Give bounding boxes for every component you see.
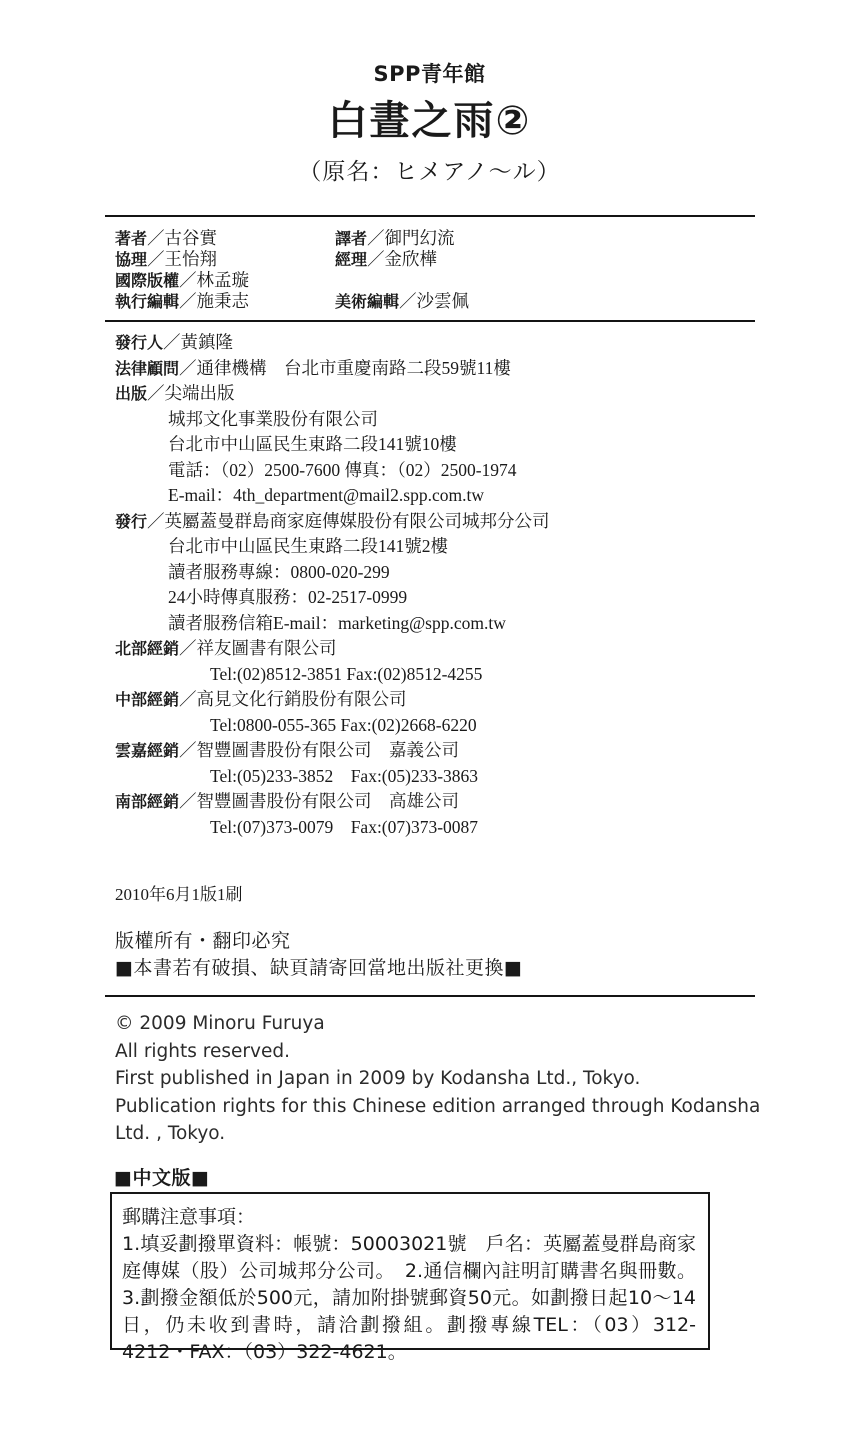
publisher-line-text: 讀者服務信箱E-mail：marketing@spp.com.tw	[168, 612, 506, 633]
publisher-line-label: 發行	[115, 511, 148, 531]
credit-separator: ／	[179, 291, 197, 311]
credit-separator: ／	[147, 228, 165, 248]
publisher-line-text: Tel:(05)233-3852 Fax:(05)233-3863	[210, 765, 479, 786]
credit-separator: ／	[399, 291, 417, 311]
publisher-line-label: 出版	[115, 384, 148, 403]
publisher-line	[115, 509, 755, 535]
english-copyright-line2: All rights reserved.	[115, 1040, 290, 1062]
publisher-line-text: 電話：（02）2500-7600 傳真：（02）2500-1974	[168, 459, 517, 480]
publisher-line	[115, 611, 755, 637]
mail-order-body: 1.填妥劃撥單資料：帳號：50003021號 戶名：英屬蓋曼群島商家庭傳媒（股）公司城邦分公司。 2.通信欄內註明訂購書名與冊數。3.劃撥金額低於500元，請加附掛號郵資50元。如劃撥日起10～14日，仍未收到書時，請洽劃撥組。劃撥專線TEL：（03）312-4212・FAX：（03）322-4621。	[122, 1233, 696, 1363]
publisher-line	[115, 356, 755, 382]
publisher-line-label: 法律顧問	[115, 358, 180, 378]
publisher-line-label: 雲嘉經銷	[115, 741, 180, 760]
publisher-line	[115, 407, 755, 433]
credit-left	[115, 291, 249, 312]
credit-value: 林孟璇	[196, 270, 250, 290]
credit-separator: ／	[147, 249, 165, 269]
publisher-line	[115, 687, 755, 713]
credit-separator: ／	[367, 228, 385, 248]
credit-label: 美術編輯	[335, 292, 400, 311]
english-copyright	[115, 1010, 765, 1148]
credit-left	[115, 270, 249, 291]
credit-label: 執行編輯	[115, 292, 180, 311]
publisher-line-text: ／英屬蓋曼群島商家庭傳媒股份有限公司城邦分公司	[147, 510, 550, 531]
english-copyright-line4: Publication rights for this Chinese edition arranged through Kodansha Ltd. , Tokyo.	[115, 1095, 761, 1144]
publisher-line	[115, 738, 755, 764]
mail-order-content	[112, 1194, 708, 1366]
credit-separator: ／	[367, 249, 385, 269]
publisher-line	[115, 330, 755, 356]
publisher-line-text: 城邦文化事業股份有限公司	[168, 408, 378, 429]
publisher-line	[115, 381, 755, 407]
copyright-notice	[115, 928, 522, 982]
credit-label: 著者	[115, 229, 148, 248]
publisher-line-text: ／通律機構 台北市重慶南路二段59號11樓	[179, 357, 511, 378]
publisher-line	[115, 713, 755, 739]
credit-right	[335, 291, 469, 312]
publisher-line-text: ／黃鎮隆	[163, 332, 234, 352]
credit-left	[115, 249, 217, 270]
publisher-line	[115, 815, 755, 841]
publisher-line-text: ／智豐圖書股份有限公司 高雄公司	[179, 791, 460, 811]
mail-order-heading: 郵購注意事項：	[122, 1206, 256, 1228]
credit-label: 國際版權	[115, 271, 180, 290]
copyright-notice-line2: ■本書若有破損、缺頁請寄回當地出版社更換■	[115, 957, 523, 979]
divider-middle	[105, 320, 755, 322]
publisher-line	[115, 483, 755, 509]
credit-separator: ／	[179, 270, 197, 290]
publisher-line-label: 中部經銷	[115, 690, 180, 709]
publisher-line	[115, 789, 755, 815]
publisher-line-text: 台北市中山區民生東路二段141號10樓	[168, 434, 457, 454]
english-copyright-line1: © 2009 Minoru Furuya	[115, 1013, 325, 1034]
publisher-line-text: ／高見文化行銷股份有限公司	[179, 689, 407, 709]
publisher-line	[115, 764, 755, 790]
title-block	[0, 62, 859, 187]
original-title: （原名：ヒメアノ～ル）	[298, 159, 561, 186]
print-date: 2010年6月1版1刷	[115, 885, 243, 904]
imprint-label: SPP青年館	[373, 62, 486, 86]
chinese-edition-marker: ■中文版■	[114, 1167, 210, 1189]
publisher-line-text: ／尖端出版	[147, 383, 235, 403]
publisher-line-label: 發行人	[115, 333, 164, 352]
credit-value: 施秉志	[196, 291, 250, 311]
publisher-line	[115, 560, 755, 586]
credit-label: 譯者	[335, 229, 368, 248]
publisher-line	[115, 662, 755, 688]
publisher-line	[115, 458, 755, 484]
credit-value: 王怡翔	[164, 249, 218, 269]
credits-section	[115, 228, 735, 312]
credit-row	[115, 249, 735, 270]
publisher-line-text: E-mail：4th_department@mail2.spp.com.tw	[168, 485, 484, 505]
credit-left	[115, 228, 217, 249]
publisher-line	[115, 585, 755, 611]
divider-top	[105, 215, 755, 217]
divider-bottom	[105, 995, 755, 997]
page-title: 白晝之雨②	[327, 98, 532, 145]
publisher-line-label: 北部經銷	[115, 639, 180, 658]
publisher-line	[115, 636, 755, 662]
credit-value: 古谷實	[164, 228, 218, 248]
credit-row	[115, 228, 735, 249]
mail-order-box	[110, 1192, 710, 1363]
credit-label: 協理	[115, 250, 148, 269]
publisher-line-label: 南部經銷	[115, 792, 180, 811]
publisher-line-text: 讀者服務專線：0800-020-299	[168, 561, 390, 582]
publisher-line	[115, 534, 755, 560]
publisher-line-text: Tel:0800-055-365 Fax:(02)2668-6220	[210, 714, 477, 735]
publisher-line-text: 台北市中山區民生東路二段141號2樓	[168, 536, 448, 556]
credit-value: 御門幻流	[384, 228, 455, 248]
publisher-line-text: Tel:(02)8512-3851 Fax:(02)8512-4255	[210, 663, 483, 684]
publisher-section	[115, 330, 755, 840]
publisher-line-text: Tel:(07)373-0079 Fax:(07)373-0087	[210, 816, 479, 837]
publisher-line	[115, 432, 755, 458]
credit-value: 金欣樺	[384, 249, 438, 269]
credit-row	[115, 291, 735, 312]
credit-label: 經理	[335, 250, 368, 269]
credit-row	[115, 270, 735, 291]
credit-right	[335, 228, 455, 249]
credit-right	[335, 249, 437, 270]
english-copyright-line3: First published in Japan in 2009 by Kodansha Ltd., Tokyo.	[115, 1068, 641, 1089]
publisher-line-text: ／祥友圖書有限公司	[179, 638, 337, 658]
publisher-line-text: ／智豐圖書股份有限公司 嘉義公司	[179, 740, 460, 760]
copyright-notice-line1: 版權所有・翻印必究	[115, 930, 291, 952]
publisher-line-text: 24小時傳真服務：02-2517-0999	[168, 587, 408, 607]
credit-value: 沙雲佩	[416, 291, 470, 311]
